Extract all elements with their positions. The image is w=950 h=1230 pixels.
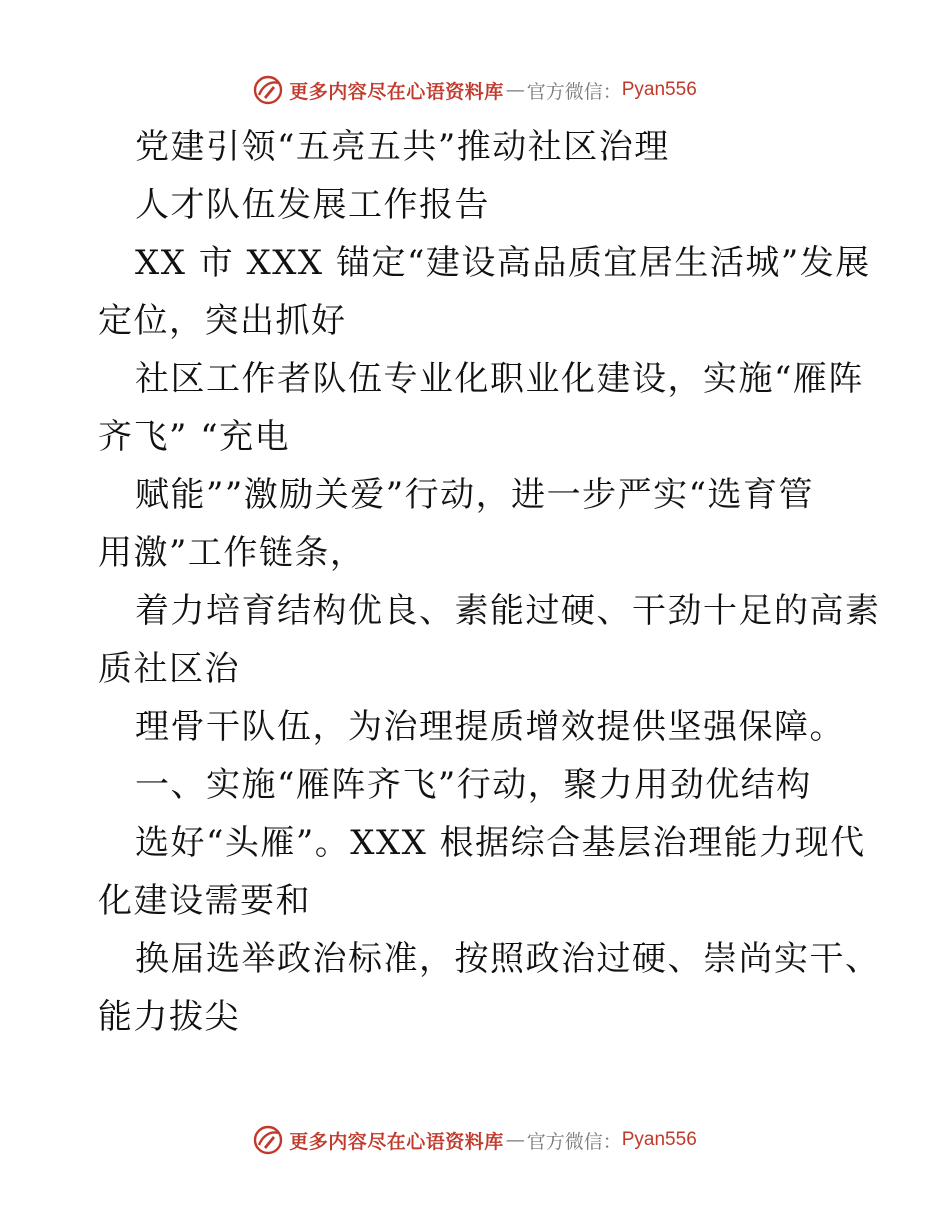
- body-line: 质社区治: [98, 649, 240, 689]
- pen-logo-icon: [253, 75, 283, 105]
- body-line: XX 市 XXX 锚定“建设高品质宜居生活城”发展: [135, 243, 871, 283]
- watermark-brand-text: 更多内容尽在心语资料库: [289, 80, 504, 103]
- body-line: 选好“头雁”。XXX 根据综合基层治理能力现代: [135, 823, 866, 863]
- footer-watermark: [0, 1120, 950, 1160]
- body-line: 一、实施“雁阵齐飞”行动，聚力用劲优结构: [135, 765, 812, 805]
- body-line: 化建设需要和: [98, 881, 311, 921]
- header-watermark: [0, 70, 950, 110]
- body-line: 人才队伍发展工作报告: [135, 185, 490, 225]
- watermark-separator: —: [505, 79, 525, 101]
- watermark-wechat-label: 官方微信：: [526, 1130, 622, 1153]
- watermark-brand-text: 更多内容尽在心语资料库: [289, 1130, 504, 1153]
- body-line: 社区工作者队伍专业化职业化建设，实施“雁阵: [135, 359, 864, 399]
- watermark-wechat-id: Pyan556: [621, 79, 697, 100]
- body-line: 党建引领“五亮五共”推动社区治理: [135, 127, 670, 167]
- document-body: [98, 118, 881, 1046]
- pen-logo-icon: [253, 1125, 283, 1155]
- watermark-separator: —: [505, 1129, 525, 1151]
- body-line: 理骨干队伍，为治理提质增效提供坚强保障。: [135, 707, 845, 747]
- body-line: 能力拔尖: [98, 997, 240, 1037]
- body-line: 换届选举政治标准，按照政治过硬、崇尚实干、: [135, 939, 881, 979]
- watermark-wechat-label: 官方微信：: [526, 80, 622, 103]
- body-line: 用激”工作链条，: [98, 533, 366, 573]
- watermark-wechat-id: Pyan556: [621, 1129, 697, 1150]
- body-line: 定位，突出抓好: [98, 301, 347, 341]
- body-line: 赋能””激励关爱”行动，进一步严实“选育管: [135, 475, 815, 515]
- body-line: 着力培育结构优良、素能过硬、干劲十足的高素: [135, 591, 881, 631]
- body-line: 齐飞” “充电: [98, 417, 291, 457]
